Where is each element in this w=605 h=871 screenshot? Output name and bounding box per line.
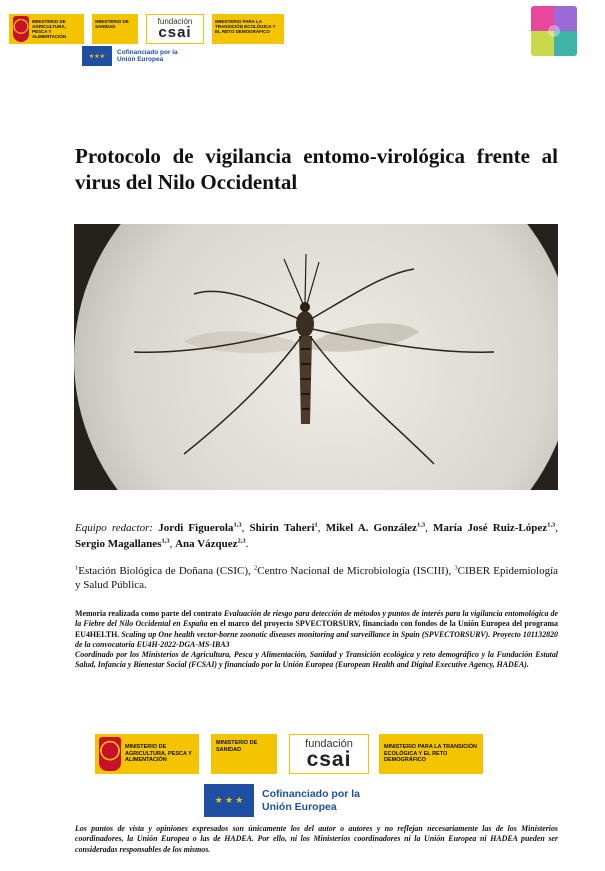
mosquito-photo-icon	[74, 224, 558, 490]
affiliation-1: $^1$Estación Biológica de Doñana (CSIC)	[75, 564, 249, 577]
ministry-transition-logo: MINISTERIO PARA LA TRANSICIÓN ECOLÓGICA Y EL RETO DEMOGRÁFICO	[212, 14, 284, 44]
affiliation-3: $^3$CIBER Epidemiología y Salud Pública.	[75, 564, 559, 591]
author-6: Ana Vázquez$^{2,3}$	[175, 537, 246, 550]
author-3: Mikel A. González$^{1,3}$	[325, 521, 426, 534]
authors-label: Equipo redactor:	[75, 522, 154, 534]
footer-ministry-agriculture-logo: MINISTERIO DE AGRICULTURA, PESCA Y ALIMENTACIÓN	[95, 734, 199, 774]
eu-cofinanced-logo: ★★★ Cofinanciado por la Unión Europea	[82, 46, 197, 66]
header-logos	[9, 14, 284, 44]
author-5: Sergio Magallanes$^{1,3}$	[75, 537, 170, 550]
puzzle-logo-icon	[531, 6, 577, 56]
author-1: Jordi Figuerola$^{1,3}$	[158, 521, 242, 534]
author-2: Shirin Taheri$^1$	[249, 521, 318, 534]
ministry-agriculture-logo: MINISTERIO DE AGRICULTURA, PESCA Y ALIMENTACIÓN	[9, 14, 84, 44]
authors-paragraph: Equipo redactor: Jordi Figuerola$^{1,3}$, Shirin Taheri$^1$, Mikel A. González$^{1,3}$, María José Ruiz-López$^{1,3}$, Sergio Magallanes$^{1,3}$, Ana Vázquez$^{2,3}$.	[75, 521, 559, 550]
eu-flag-icon: ★★★	[82, 46, 112, 66]
footer-logos	[95, 734, 483, 774]
affiliations-paragraph: $^1$Estación Biológica de Doñana (CSIC), $^2$Centro Nacional de Microbiología (ISCIII), $^3$CIBER Epidemiología y Salud Pública.	[75, 564, 559, 591]
mosquito-photo	[74, 224, 558, 490]
footer-fcsai-logo: fundación csai	[289, 734, 369, 774]
footer-eu-cofinanced-logo: ★ ★ ★ Cofinanciado por la Unión Europea	[204, 784, 392, 817]
footer-ministry-health-logo: MINISTERIO DE SANIDAD	[211, 734, 277, 774]
funding-memo-paragraph: Memoria realizada como parte del contrato Evaluación de riesgo para detección de métodos y puntos de interés para la vigilancia entomológica de la Fiebre del Nilo Occidental en España en el marco del proyecto SPVECTORSURV, financiado con fondos de la Unión Europea del programa EU4HELTH. Scaling up One health vector-borne zoonotic diseases monitoring and surveillance in Spain (SPVECTORSURV). Proyecto 101132820 de la convocatoria EU4H-2022-DGA-MS-IBA3 Coordinado por los Ministerios de Agricultura, Pesca y Alimentación, Sanidad y Transición ecológica y reto demográfico y la Fundación Estatal Salud, Infancia y Bienestar Social (FCSAI) y financiado por la Unión Europea (European Health and Digital Executive Agency, HADEA).	[75, 609, 558, 670]
footer-eu-flag-icon: ★ ★ ★	[204, 784, 254, 817]
document-title: Protocolo de vigilancia entomo-virológica frente al virus del Nilo Occidental	[75, 144, 558, 194]
spain-coat-of-arms-icon	[13, 16, 29, 42]
affiliation-2: $^2$Centro Nacional de Microbiología (ISCIII)	[254, 564, 449, 577]
disclaimer-paragraph: Los puntos de vista y opiniones expresados son únicamente los del autor o autores y no reflejan necesariamente las de los Ministerios coordinadores, la Unión Europea o las de HADEA. Por ello, ni los Ministerios coordinadores ni la Unión Europea ni HADEA pueden ser consideradas responsables de los mismos.	[75, 824, 558, 854]
footer-ministry-transition-logo: MINISTERIO PARA LA TRANSICIÓN ECOLÓGICA Y EL RETO DEMOGRÁFICO	[379, 734, 483, 774]
fcsai-logo: fundación csai	[146, 14, 204, 44]
footer-spain-coat-of-arms-icon	[99, 737, 121, 771]
author-4: María José Ruiz-López$^{1,3}$	[432, 521, 556, 534]
ministry-health-logo: MINISTERIO DE SANIDAD	[92, 14, 138, 44]
